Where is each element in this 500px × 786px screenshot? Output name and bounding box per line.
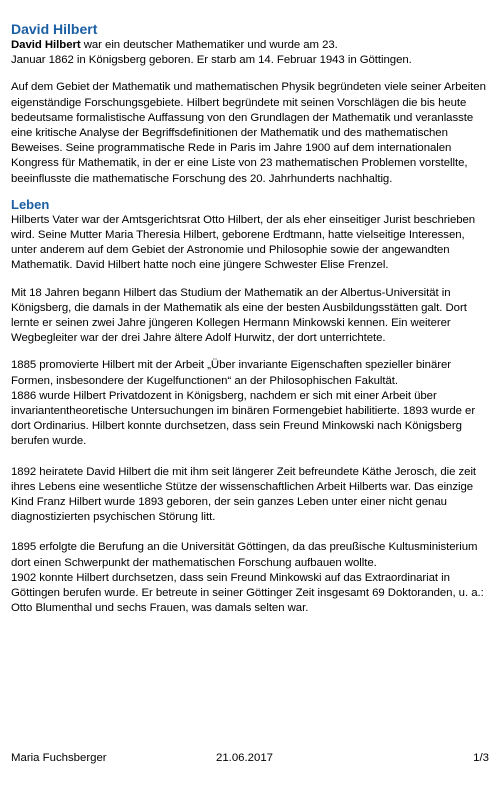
page-title: David Hilbert	[11, 21, 98, 37]
section-heading-leben: Leben	[11, 196, 50, 212]
leben-paragraph-goettingen: 1895 erfolgte die Berufung an die Universität Göttingen, da das preußische Kultusministerium dort einen Schwerpunkt der mathematischen Forschung aufbauen wollte.	[11, 541, 478, 569]
intro-name: David Hilbert	[11, 39, 81, 51]
overview-paragraph: Auf dem Gebiet der Mathematik und mathematischen Physik begründeten viele seiner Arbeiten eigenständige Forschungsgebiete. Hilbert begründete mit seinen Vorschlägen die bis heute bedeutsame formalistische Auffassung von den Grundlagen der Mathematik und veranlasste eine kritische Analyse der Begriffsdefinitionen der Mathematik und des mathematischen Beweises. Seine programmatische Rede in Paris im Jahre 1900 auf dem internationalen Kongress für Mathematik, in der er eine Liste von 23 mathematischen Problemen vorstellte, beeinflusste die mathematische Forschung des 20. Jahrhunderts nachhaltig.	[11, 81, 486, 185]
leben-paragraph-habilitation: 1886 wurde Hilbert Privatdozent in Königsberg, nachdem er sich mit einer Arbeit über invariantentheoretische Untersuchungen im binären Formengebiet habilitierte. 1893 wurde er dort Ordinarius. Hilbert konnte durchsetzen, dass sein Freund Minkowski nach Königsberg berufen wurde.	[11, 389, 476, 448]
leben-paragraph-parents: Hilberts Vater war der Amtsgerichtsrat Otto Hilbert, der als eher einseitiger Jurist beschrieben wird. Seine Mutter Maria Theresia Hilbert, geborene Erdtmann, hatte vielseitige Interessen, unter anderem auf dem Gebiet der Astronomie und Philosophie sowie der angewandten Mathematik. David Hilbert hatte noch eine jüngere Schwester Elise Frenzel.	[11, 213, 476, 272]
leben-paragraph-minkowski: 1902 konnte Hilbert durchsetzen, dass sein Freund Minkowski auf das Extraordinariat in Göttingen berufen wurde. Er betreute in seiner Göttinger Zeit insgesamt 69 Doktoranden, u. a.: Otto Blumenthal und sechs Frauen, was damals selten war.	[11, 571, 484, 615]
leben-paragraph-doctorate: 1885 promovierte Hilbert mit der Arbeit „Über invariante Eigenschaften spezieller binärer Formen, insbesondere der Kugelfunctionen“ an der Philosophischen Fakultät.	[11, 359, 452, 387]
leben-paragraph-marriage: 1892 heiratete David Hilbert die mit ihm seit längerer Zeit befreundete Käthe Jerosch, die zeit ihres Lebens eine wesentliche Stütze der wissenschaftlichen Arbeit Hilberts war. Das einzige Kind Franz Hilbert wurde 1893 geboren, der sein ganzes Leben unter einer nicht genau diagnostizierten psychischen Störung litt.	[11, 465, 477, 524]
intro-line1: war ein deutscher Mathematiker und wurde am 23.	[80, 39, 338, 51]
footer-date: 21.06.2017	[216, 752, 274, 764]
leben-paragraph-studies: Mit 18 Jahren begann Hilbert das Studium der Mathematik an der Albertus-Universität in Königsberg, die damals in der Mathematik als eine der besten Ausbildungsstätten galt. Dort lernte er seinen zwei Jahre jüngeren Kollegen Hermann Minkowski kennen. Ein weiterer Wegbegleiter war der drei Jahre ältere Adolf Hurwitz, der dort unterrichtete.	[11, 286, 467, 345]
intro-line2: Januar 1862 in Königsberg geboren. Er starb am 14. Februar 1943 in Göttingen.	[11, 54, 412, 67]
footer-author: Maria Fuchsberger	[11, 752, 107, 764]
footer-page-number: 1/3	[473, 752, 489, 764]
intro-paragraph	[11, 38, 493, 68]
document-page	[11, 21, 493, 629]
